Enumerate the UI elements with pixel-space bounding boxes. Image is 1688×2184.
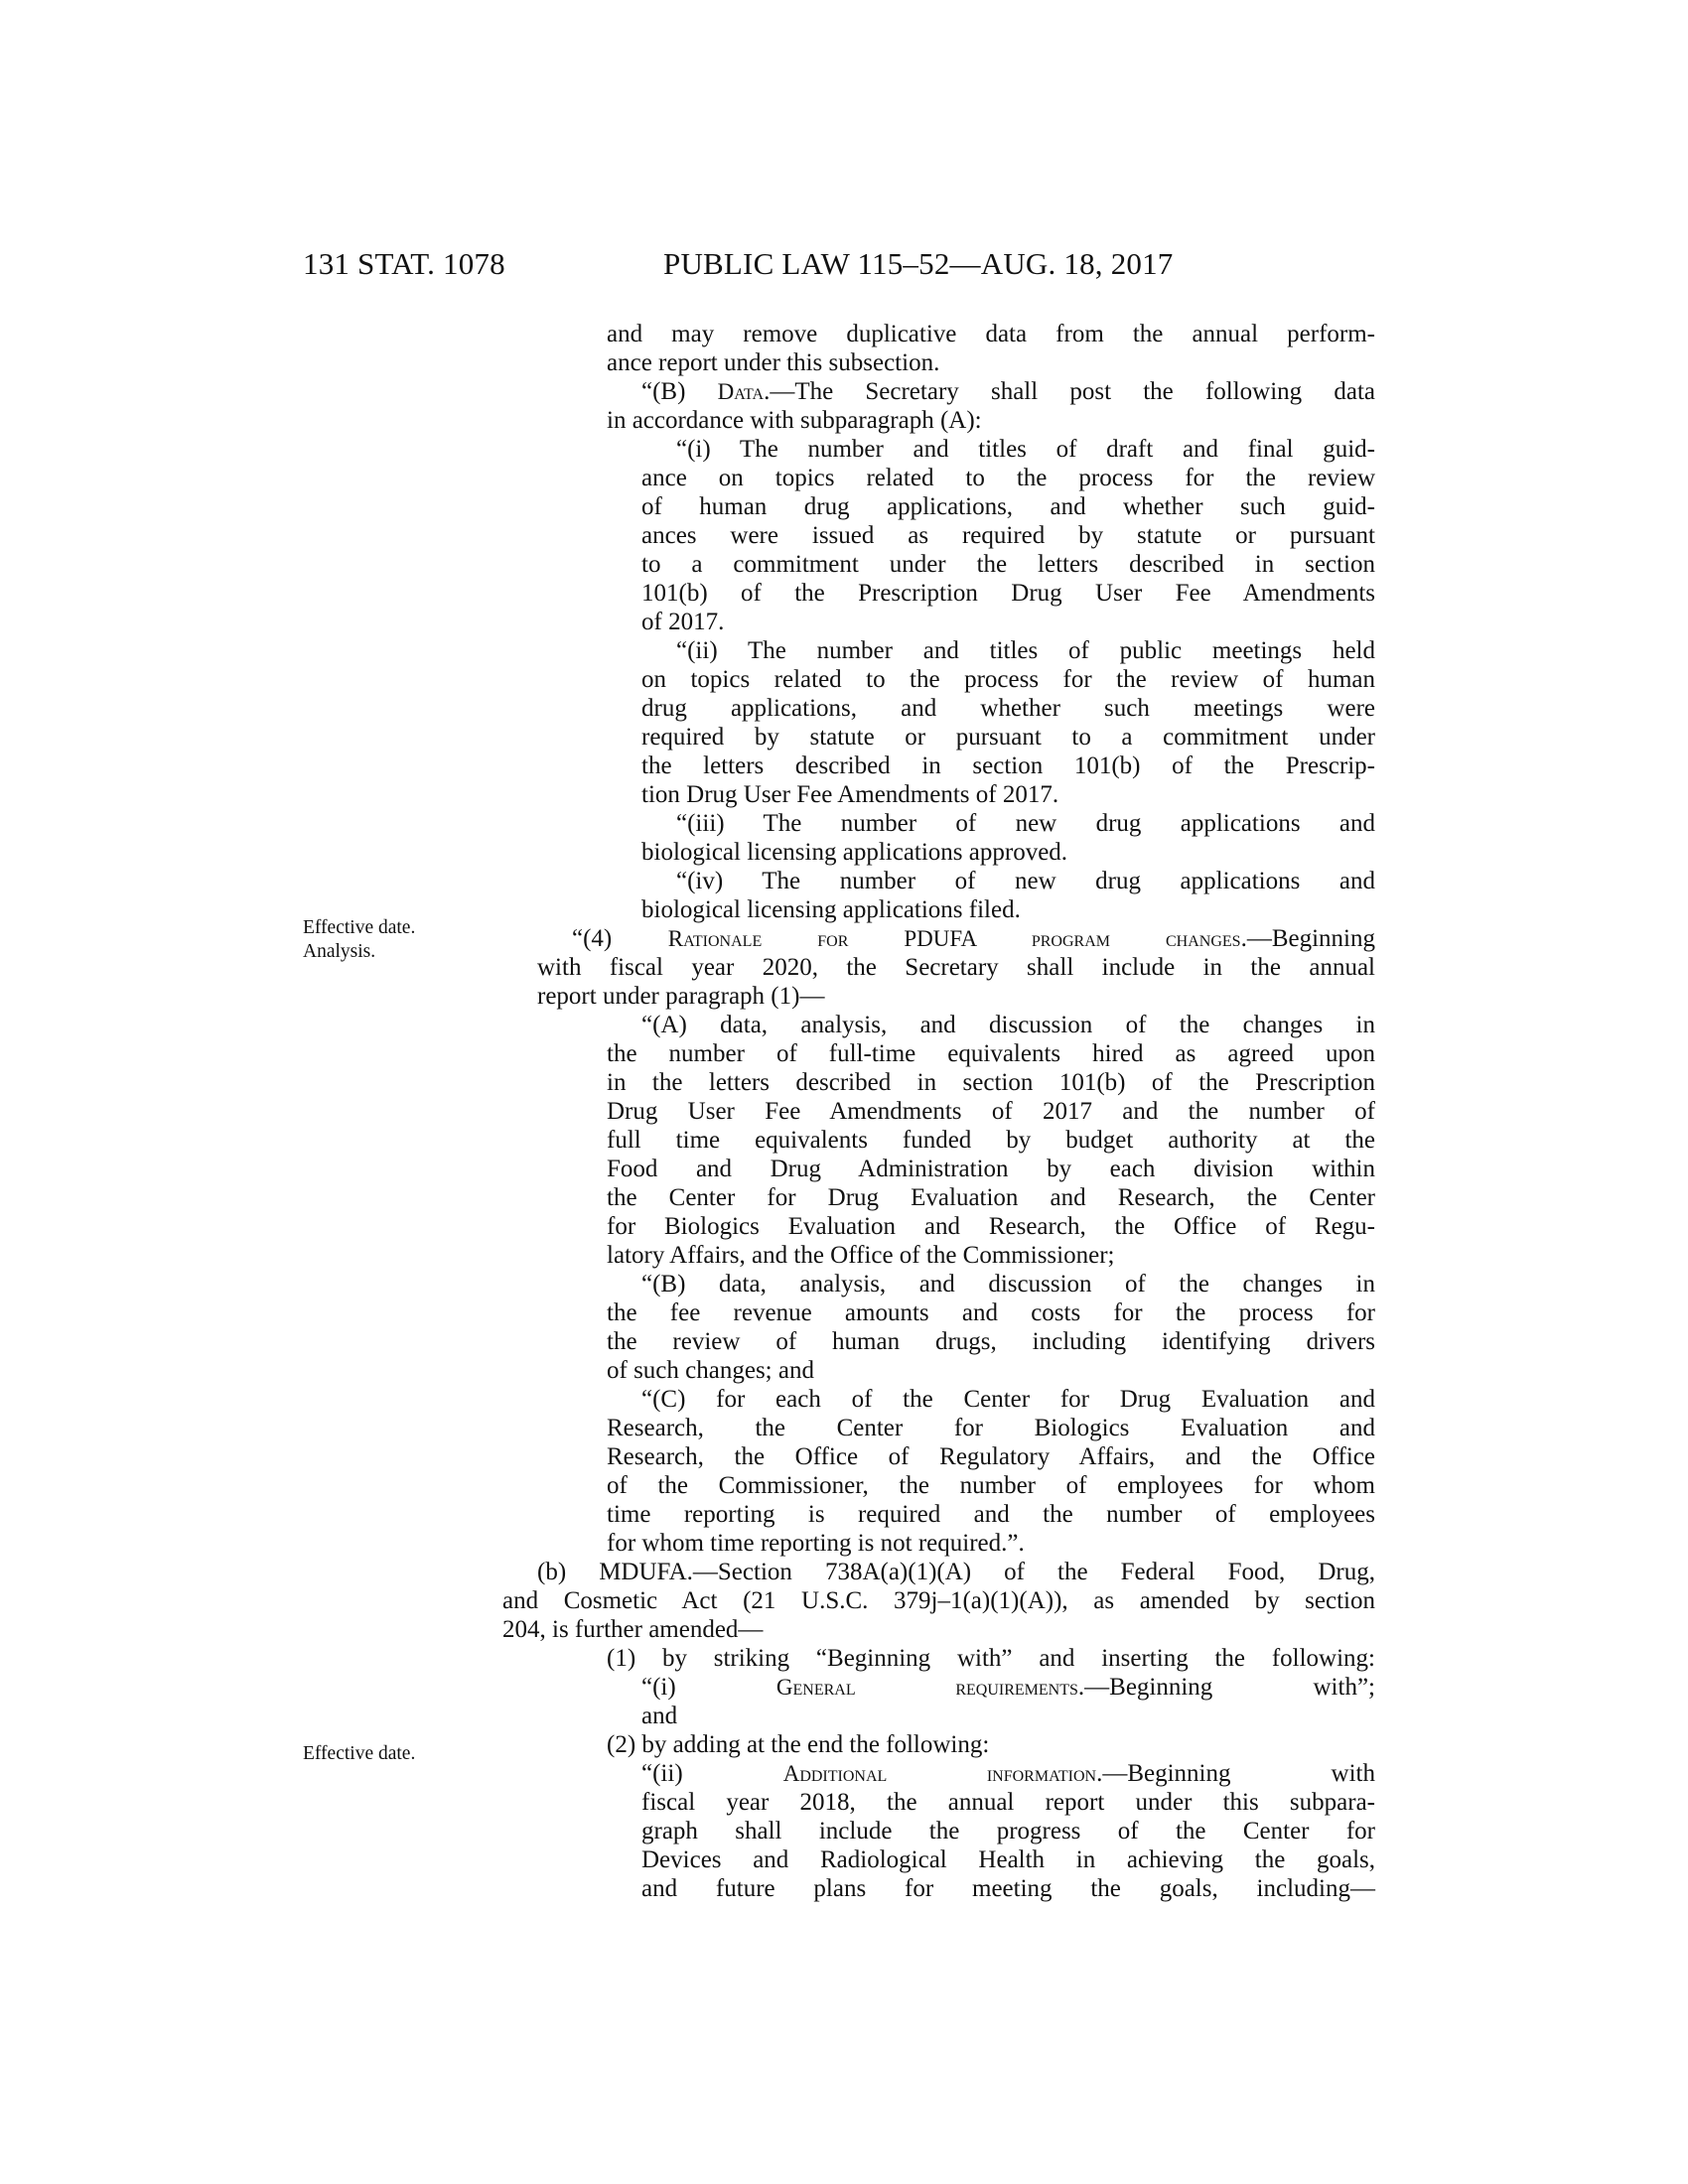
text-line: and may remove duplicative data from the annual perform- xyxy=(607,321,1375,347)
text-line: for Biologics Evaluation and Research, the Office of Regu- xyxy=(607,1213,1375,1240)
text-line: full time equivalents funded by budget authority at the xyxy=(607,1127,1375,1154)
text-line: tion Drug User Fee Amendments of 2017. xyxy=(641,781,1059,808)
text-line: the review of human drugs, including identifying drivers xyxy=(607,1328,1375,1355)
paragraph-2: (2) by adding at the end the following: xyxy=(607,1731,990,1758)
text-line: Research, the Center for Biologics Evaluation and xyxy=(607,1415,1375,1441)
clause-iv: “(iv) The number of new drug applications and xyxy=(676,868,1375,894)
subparagraph-c: “(C) for each of the Center for Drug Evaluation and xyxy=(641,1386,1375,1413)
text-line: Research, the Office of Regulatory Affairs, and the Office xyxy=(607,1443,1375,1470)
clause-ii-additional-information: “(ii) Additional information.—Beginning with xyxy=(641,1760,1375,1787)
paragraph-1: (1) by striking “Beginning with” and inserting the following: xyxy=(607,1645,1375,1672)
subparagraph-b: “(B) data, analysis, and discussion of the changes in xyxy=(641,1271,1375,1297)
text-line: drug applications, and whether such meetings were xyxy=(641,695,1375,722)
text-line: latory Affairs, and the Office of the Commissioner; xyxy=(607,1242,1115,1269)
text-line: the fee revenue amounts and costs for the process for xyxy=(607,1299,1375,1326)
text-line: of the Commissioner, the number of employees for whom xyxy=(607,1472,1375,1499)
text-line: the Center for Drug Evaluation and Research, the Center xyxy=(607,1184,1375,1211)
text-line: to a commitment under the letters described in section xyxy=(641,551,1375,578)
margin-note-effective-date: Effective date. xyxy=(303,917,416,938)
text-line: time reporting is required and the number of employees xyxy=(607,1501,1375,1528)
text-line: 204, is further amended— xyxy=(502,1616,764,1643)
text-line: and Cosmetic Act (21 U.S.C. 379j–1(a)(1)(A)), as amended by section xyxy=(502,1587,1375,1614)
public-law-header: PUBLIC LAW 115–52—AUG. 18, 2017 xyxy=(663,246,1174,281)
text-line: the number of full-time equivalents hired as agreed upon xyxy=(607,1040,1375,1067)
text-line: fiscal year 2018, the annual report under this subpara- xyxy=(641,1789,1375,1816)
margin-note-analysis: Analysis. xyxy=(303,941,376,962)
text-line: Food and Drug Administration by each division within xyxy=(607,1156,1375,1182)
text-line: of 2017. xyxy=(641,609,725,635)
text-line: and future plans for meeting the goals, including— xyxy=(641,1875,1375,1902)
text-line: for whom time reporting is not required.”. xyxy=(607,1530,1025,1557)
text-line: biological licensing applications filed. xyxy=(641,896,1021,923)
subparagraph-a: “(A) data, analysis, and discussion of the changes in xyxy=(641,1012,1375,1038)
text-line: required by statute or pursuant to a commitment under xyxy=(641,724,1375,751)
clause-iii: “(iii) The number of new drug applications and xyxy=(676,810,1375,837)
statute-page-reference: 131 STAT. 1078 xyxy=(303,246,505,281)
subparagraph-b-data-heading: “(B) Data.—The Secretary shall post the following data xyxy=(641,378,1376,405)
text-line: report under paragraph (1)— xyxy=(537,983,825,1010)
text-line: graph shall include the progress of the Center for xyxy=(641,1818,1375,1844)
clause-i: “(i) The number and titles of draft and final guid- xyxy=(676,436,1375,463)
text-line: ance report under this subsection. xyxy=(607,349,940,376)
text-line: ance on topics related to the process for the review xyxy=(641,465,1375,491)
clause-ii: “(ii) The number and titles of public meetings held xyxy=(676,637,1375,664)
text-line: ances were issued as required by statute or pursuant xyxy=(641,522,1375,549)
margin-note-effective-date-2: Effective date. xyxy=(303,1743,416,1764)
subsection-b-mdufa: (b) MDUFA.—Section 738A(a)(1)(A) of the Federal Food, Drug, xyxy=(537,1559,1375,1585)
text-line: Drug User Fee Amendments of 2017 and the number of xyxy=(607,1098,1375,1125)
text-line: of such changes; and xyxy=(607,1357,814,1384)
text-line: in the letters described in section 101(b) of the Prescription xyxy=(607,1069,1375,1096)
text-line: with fiscal year 2020, the Secretary shall include in the annual xyxy=(537,954,1375,981)
text-line: Devices and Radiological Health in achieving the goals, xyxy=(641,1846,1375,1873)
text-line: of human drug applications, and whether such guid- xyxy=(641,493,1375,520)
text-line: the letters described in section 101(b) of the Prescrip- xyxy=(641,752,1375,779)
clause-i-general-requirements: “(i) General requirements.—Beginning with”; xyxy=(641,1674,1375,1701)
text-line: biological licensing applications approved. xyxy=(641,839,1068,866)
text-line: and xyxy=(641,1703,678,1729)
paragraph-4-rationale-heading: “(4) Rationale for PDUFA program changes.—Beginning xyxy=(572,925,1375,952)
text-line: 101(b) of the Prescription Drug User Fee Amendments xyxy=(641,580,1375,607)
text-line: in accordance with subparagraph (A): xyxy=(607,407,982,434)
text-line: on topics related to the process for the review of human xyxy=(641,666,1375,693)
